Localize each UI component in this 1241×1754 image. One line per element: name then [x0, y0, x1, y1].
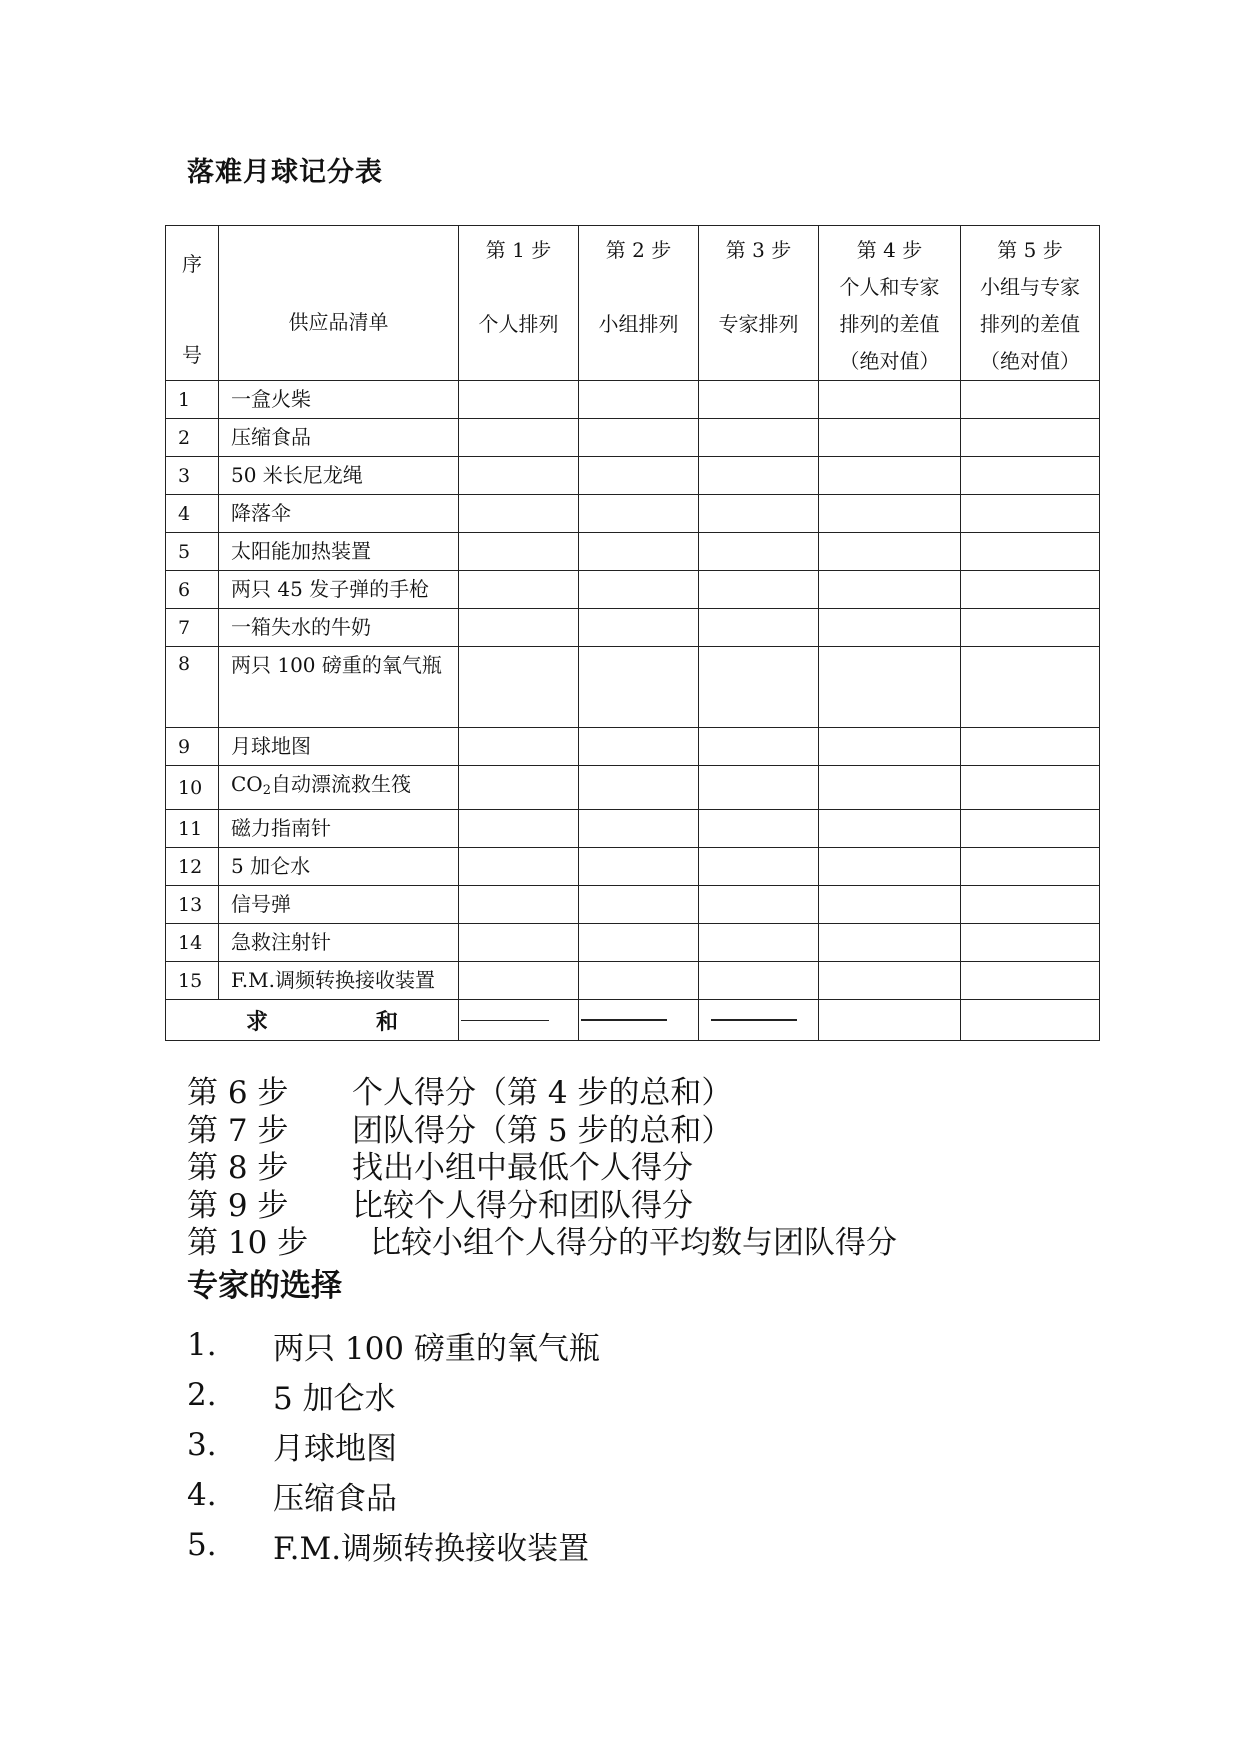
step-text: 个人得分（第 4 步的总和） — [352, 1075, 733, 1111]
cell-step3[interactable] — [699, 924, 819, 962]
choice-text: 月球地图 — [273, 1430, 397, 1467]
step-text: 比较小组个人得分的平均数与团队得分 — [370, 1225, 897, 1261]
blank-line — [461, 1020, 549, 1021]
header-num: 序 号 — [166, 226, 219, 381]
cell-step3[interactable] — [699, 810, 819, 848]
cell-step1[interactable] — [459, 886, 579, 924]
table-row — [166, 533, 1100, 571]
cell-step1[interactable] — [459, 571, 579, 609]
sum-step2 — [579, 1000, 699, 1041]
step-text: 团队得分（第 5 步的总和） — [352, 1112, 733, 1149]
step-line — [187, 1188, 897, 1226]
cell-step1[interactable] — [459, 495, 579, 533]
row-num: 7 — [166, 609, 219, 647]
cell-step4[interactable] — [819, 609, 961, 647]
steps-list — [187, 1075, 897, 1263]
sum-step1 — [459, 1000, 579, 1041]
cell-step1[interactable] — [459, 924, 579, 962]
cell-step3[interactable] — [699, 533, 819, 571]
choice-text: 两只 100 磅重的氧气瓶 — [273, 1330, 600, 1367]
cell-step3[interactable] — [699, 419, 819, 457]
sum-label-2: 和 — [375, 1009, 398, 1035]
cell-step4[interactable] — [819, 810, 961, 848]
step-label: 第 9 步 — [187, 1187, 289, 1224]
cell-step5[interactable] — [961, 571, 1100, 609]
cell-step4[interactable] — [819, 495, 961, 533]
row-item: 一盒火柴 — [219, 381, 459, 419]
cell-step5[interactable] — [961, 728, 1100, 766]
table-row — [166, 495, 1100, 533]
header-step1: 第 1 步 个人排列 — [459, 226, 579, 381]
row-num: 14 — [166, 924, 219, 962]
row-item: 一箱失水的牛奶 — [219, 609, 459, 647]
table-row — [166, 609, 1100, 647]
table-row — [166, 766, 1100, 810]
step-label: 第 10 步 — [187, 1225, 309, 1261]
cell-step3[interactable] — [699, 609, 819, 647]
sum-row — [166, 1000, 1100, 1041]
cell-step4[interactable] — [819, 848, 961, 886]
table-row — [166, 419, 1100, 457]
row-item: 两只 45 发子弹的手枪 — [219, 571, 459, 609]
step-label: 第 6 步 — [187, 1075, 289, 1111]
expert-choices — [187, 1320, 600, 1570]
list-item — [187, 1370, 600, 1420]
cell-step4[interactable] — [819, 457, 961, 495]
row-item: 急救注射针 — [219, 924, 459, 962]
score-table — [165, 225, 1100, 1041]
table-row — [166, 924, 1100, 962]
cell-step3[interactable] — [699, 647, 819, 728]
cell-step5[interactable] — [961, 419, 1100, 457]
cell-step3[interactable] — [699, 962, 819, 1000]
cell-step2[interactable] — [579, 533, 699, 571]
cell-step1[interactable] — [459, 647, 579, 728]
cell-step5[interactable] — [961, 848, 1100, 886]
cell-step5[interactable] — [961, 810, 1100, 848]
row-item: 压缩食品 — [219, 419, 459, 457]
cell-step2[interactable] — [579, 457, 699, 495]
row-num: 4 — [166, 495, 219, 533]
cell-step2[interactable] — [579, 766, 699, 810]
row-num: 1 — [166, 381, 219, 419]
sum-step3 — [699, 1000, 819, 1041]
header-step3: 第 3 步 专家排列 — [699, 226, 819, 381]
row-num: 15 — [166, 962, 219, 1000]
row-num: 5 — [166, 533, 219, 571]
cell-step3[interactable] — [699, 381, 819, 419]
row-num: 13 — [166, 886, 219, 924]
row-item: F.M.调频转换接收装置 — [219, 962, 459, 1000]
cell-step4[interactable] — [819, 886, 961, 924]
cell-step5[interactable] — [961, 457, 1100, 495]
cell-step2[interactable] — [579, 848, 699, 886]
blank-line — [581, 1019, 667, 1021]
row-num: 8 — [166, 647, 219, 728]
choice-index: 2. — [187, 1377, 217, 1413]
row-num: 12 — [166, 848, 219, 886]
sum-label-1: 求 — [246, 1009, 269, 1035]
row-item: 太阳能加热装置 — [219, 533, 459, 571]
list-item — [187, 1420, 600, 1470]
row-item: 降落伞 — [219, 495, 459, 533]
table-row — [166, 728, 1100, 766]
cell-step3[interactable] — [699, 571, 819, 609]
row-item: 50 米长尼龙绳 — [219, 457, 459, 495]
step-label: 第 7 步 — [187, 1112, 289, 1149]
header-step4: 第 4 步 个人和专家 排列的差值 （绝对值） — [819, 226, 961, 381]
cell-step2[interactable] — [579, 381, 699, 419]
header-step5: 第 5 步 小组与专家 排列的差值 （绝对值） — [961, 226, 1100, 381]
step-text: 比较个人得分和团队得分 — [352, 1187, 693, 1224]
cell-step4[interactable] — [819, 924, 961, 962]
step-label: 第 8 步 — [187, 1150, 289, 1186]
choice-index: 1. — [187, 1327, 217, 1363]
cell-step5[interactable] — [961, 962, 1100, 1000]
row-num: 2 — [166, 419, 219, 457]
cell-step2[interactable] — [579, 419, 699, 457]
cell-step3[interactable] — [699, 886, 819, 924]
cell-step2[interactable] — [579, 647, 699, 728]
row-item: 磁力指南针 — [219, 810, 459, 848]
cell-step4[interactable] — [819, 766, 961, 810]
row-item: $CO_2$自动漂流救生筏 — [219, 766, 459, 810]
row-item: 信号弹 — [219, 886, 459, 924]
step-line — [187, 1113, 897, 1151]
cell-step1[interactable] — [459, 609, 579, 647]
cell-step5[interactable] — [961, 609, 1100, 647]
cell-step1[interactable] — [459, 810, 579, 848]
sum-label-cell — [166, 1000, 459, 1041]
choice-index: 3. — [187, 1427, 217, 1463]
row-num: 10 — [166, 766, 219, 810]
table-header-row — [166, 226, 1100, 381]
table-row — [166, 647, 1100, 728]
step-text: 找出小组中最低个人得分 — [352, 1150, 693, 1186]
cell-step1[interactable] — [459, 962, 579, 1000]
list-item — [187, 1320, 600, 1370]
cell-step4[interactable] — [819, 533, 961, 571]
cell-step2[interactable] — [579, 571, 699, 609]
step-line — [187, 1150, 897, 1188]
cell-step3[interactable] — [699, 766, 819, 810]
cell-step3[interactable] — [699, 848, 819, 886]
cell-step4[interactable] — [819, 962, 961, 1000]
table-row — [166, 381, 1100, 419]
choice-index: 4. — [187, 1477, 217, 1513]
cell-step2[interactable] — [579, 728, 699, 766]
list-item — [187, 1520, 600, 1570]
cell-step1[interactable] — [459, 419, 579, 457]
row-num: 9 — [166, 728, 219, 766]
expert-title: 专家的选择 — [187, 1268, 342, 1304]
cell-step1[interactable] — [459, 533, 579, 571]
cell-step1[interactable] — [459, 381, 579, 419]
row-item: 两只 100 磅重的氧气瓶 — [219, 647, 459, 728]
row-item: 5 加仑水 — [219, 848, 459, 886]
choice-text: F.M.调频转换接收装置 — [273, 1530, 590, 1567]
cell-step5[interactable] — [961, 381, 1100, 419]
row-num: 11 — [166, 810, 219, 848]
cell-step5[interactable] — [961, 886, 1100, 924]
cell-step2[interactable] — [579, 609, 699, 647]
row-num: 3 — [166, 457, 219, 495]
cell-step5[interactable] — [961, 924, 1100, 962]
cell-step5[interactable] — [961, 647, 1100, 728]
cell-step1[interactable] — [459, 848, 579, 886]
cell-step2[interactable] — [579, 924, 699, 962]
cell-step4[interactable] — [819, 381, 961, 419]
row-num: 6 — [166, 571, 219, 609]
cell-step4[interactable] — [819, 419, 961, 457]
cell-step4[interactable] — [819, 571, 961, 609]
row-item: 月球地图 — [219, 728, 459, 766]
table-row — [166, 886, 1100, 924]
list-item — [187, 1470, 600, 1520]
cell-step4[interactable] — [819, 728, 961, 766]
choice-text: 5 加仑水 — [273, 1380, 396, 1417]
step-line — [187, 1075, 897, 1113]
table-row — [166, 962, 1100, 1000]
cell-step5[interactable] — [961, 533, 1100, 571]
cell-step2[interactable] — [579, 810, 699, 848]
cell-step1[interactable] — [459, 457, 579, 495]
header-item: 供应品清单 — [219, 226, 459, 381]
cell-step3[interactable] — [699, 495, 819, 533]
table-row — [166, 848, 1100, 886]
cell-step1[interactable] — [459, 766, 579, 810]
step-line — [187, 1225, 897, 1263]
choice-text: 压缩食品 — [273, 1480, 397, 1517]
cell-step3[interactable] — [699, 728, 819, 766]
header-step2: 第 2 步 小组排列 — [579, 226, 699, 381]
cell-step5[interactable] — [961, 495, 1100, 533]
table-row — [166, 571, 1100, 609]
cell-step5[interactable] — [961, 766, 1100, 810]
choice-index: 5. — [187, 1527, 217, 1563]
cell-step2[interactable] — [579, 962, 699, 1000]
sum-step4[interactable] — [819, 1000, 961, 1041]
cell-step4[interactable] — [819, 647, 961, 728]
blank-line — [711, 1019, 797, 1021]
page-title: 落难月球记分表 — [187, 157, 383, 188]
cell-step1[interactable] — [459, 728, 579, 766]
cell-step2[interactable] — [579, 495, 699, 533]
table-row — [166, 457, 1100, 495]
table-row — [166, 810, 1100, 848]
cell-step3[interactable] — [699, 457, 819, 495]
cell-step2[interactable] — [579, 886, 699, 924]
sum-step5[interactable] — [961, 1000, 1100, 1041]
